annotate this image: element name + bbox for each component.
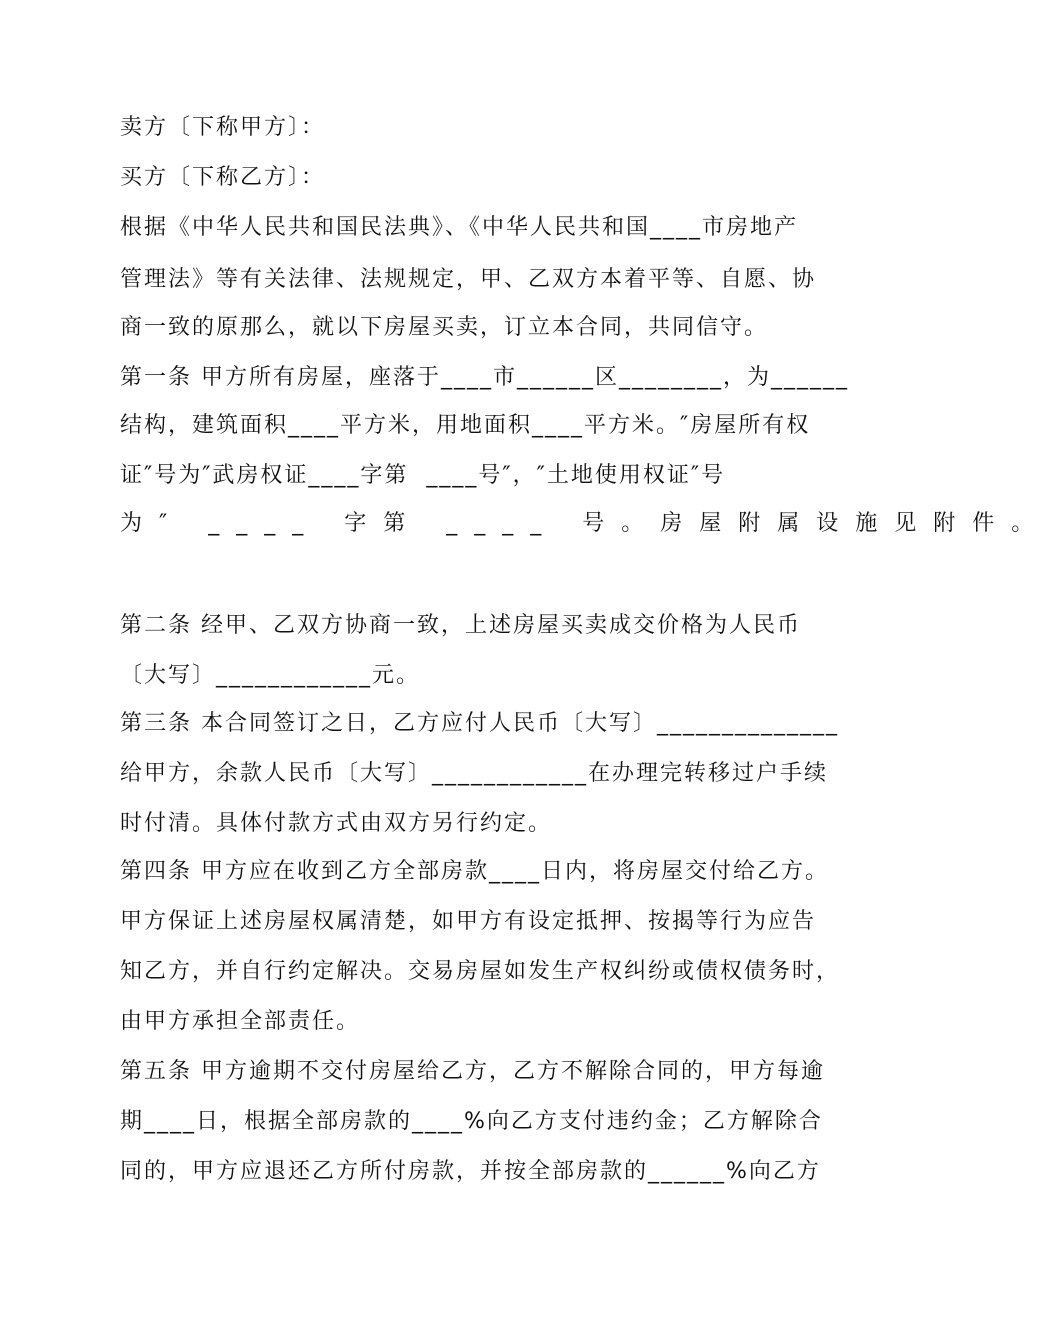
preamble-line-2: 管理法》等有关法律、法规规定，甲、乙双方本着平等、自愿、协 bbox=[120, 267, 817, 292]
buyer-line: 买方〔下称乙方〕： bbox=[120, 165, 326, 190]
article-1-line-3: 证″号为″武房权证____字第 ____号″，″土地使用权证″号 bbox=[120, 463, 726, 488]
article-4-line-1: 第四条 甲方应在收到乙方全部房款____日内，将房屋交付给乙方。 bbox=[120, 859, 829, 884]
preamble-line-3: 商一致的原那么，就以下房屋买卖，订立本合同，共同信守。 bbox=[120, 315, 769, 340]
article-3-line-2: 给甲方，余款人民币〔大写〕____________在办理完转移过户手续 bbox=[120, 761, 829, 786]
preamble-line-1: 根据《中华人民共和国民法典》、《中华人民共和国____市房地产 bbox=[120, 215, 799, 240]
article-2-line-2: 〔大写〕____________元。 bbox=[120, 663, 421, 688]
article-1-line-4: 为″ ____ 字第 ____ 号。房屋附属设施见附件。 bbox=[120, 511, 1050, 536]
article-1-line-1: 第一条 甲方所有房屋，座落于____市______区________，为______ bbox=[120, 365, 849, 390]
article-3-line-3: 时付清。具体付款方式由双方另行约定。 bbox=[120, 811, 553, 836]
article-5-line-2: 期____日，根据全部房款的____%向乙方支付违约金；乙方解除合 bbox=[120, 1109, 823, 1134]
article-1-line-2: 结构，建筑面积____平方米，用地面积____平方米。″房屋所有权 bbox=[120, 413, 811, 438]
article-2-line-1: 第二条 经甲、乙双方协商一致，上述房屋买卖成交价格为人民币 bbox=[120, 613, 801, 638]
article-5-line-3: 同的，甲方应退还乙方所付房款，并按全部房款的______%向乙方 bbox=[120, 1159, 821, 1184]
article-4-line-2: 甲方保证上述房屋权属清楚，如甲方有设定抵押、按揭等行为应告 bbox=[120, 909, 817, 934]
article-5-line-1: 第五条 甲方逾期不交付房屋给乙方，乙方不解除合同的，甲方每逾 bbox=[120, 1059, 825, 1084]
article-3-line-1: 第三条 本合同签订之日，乙方应付人民币〔大写〕______________ bbox=[120, 711, 839, 736]
seller-line: 卖方〔下称甲方〕： bbox=[120, 115, 326, 140]
article-4-line-3: 知乙方，并自行约定解决。交易房屋如发生产权纠纷或债权债务时， bbox=[120, 959, 841, 984]
article-4-line-4: 由甲方承担全部责任。 bbox=[120, 1009, 361, 1034]
